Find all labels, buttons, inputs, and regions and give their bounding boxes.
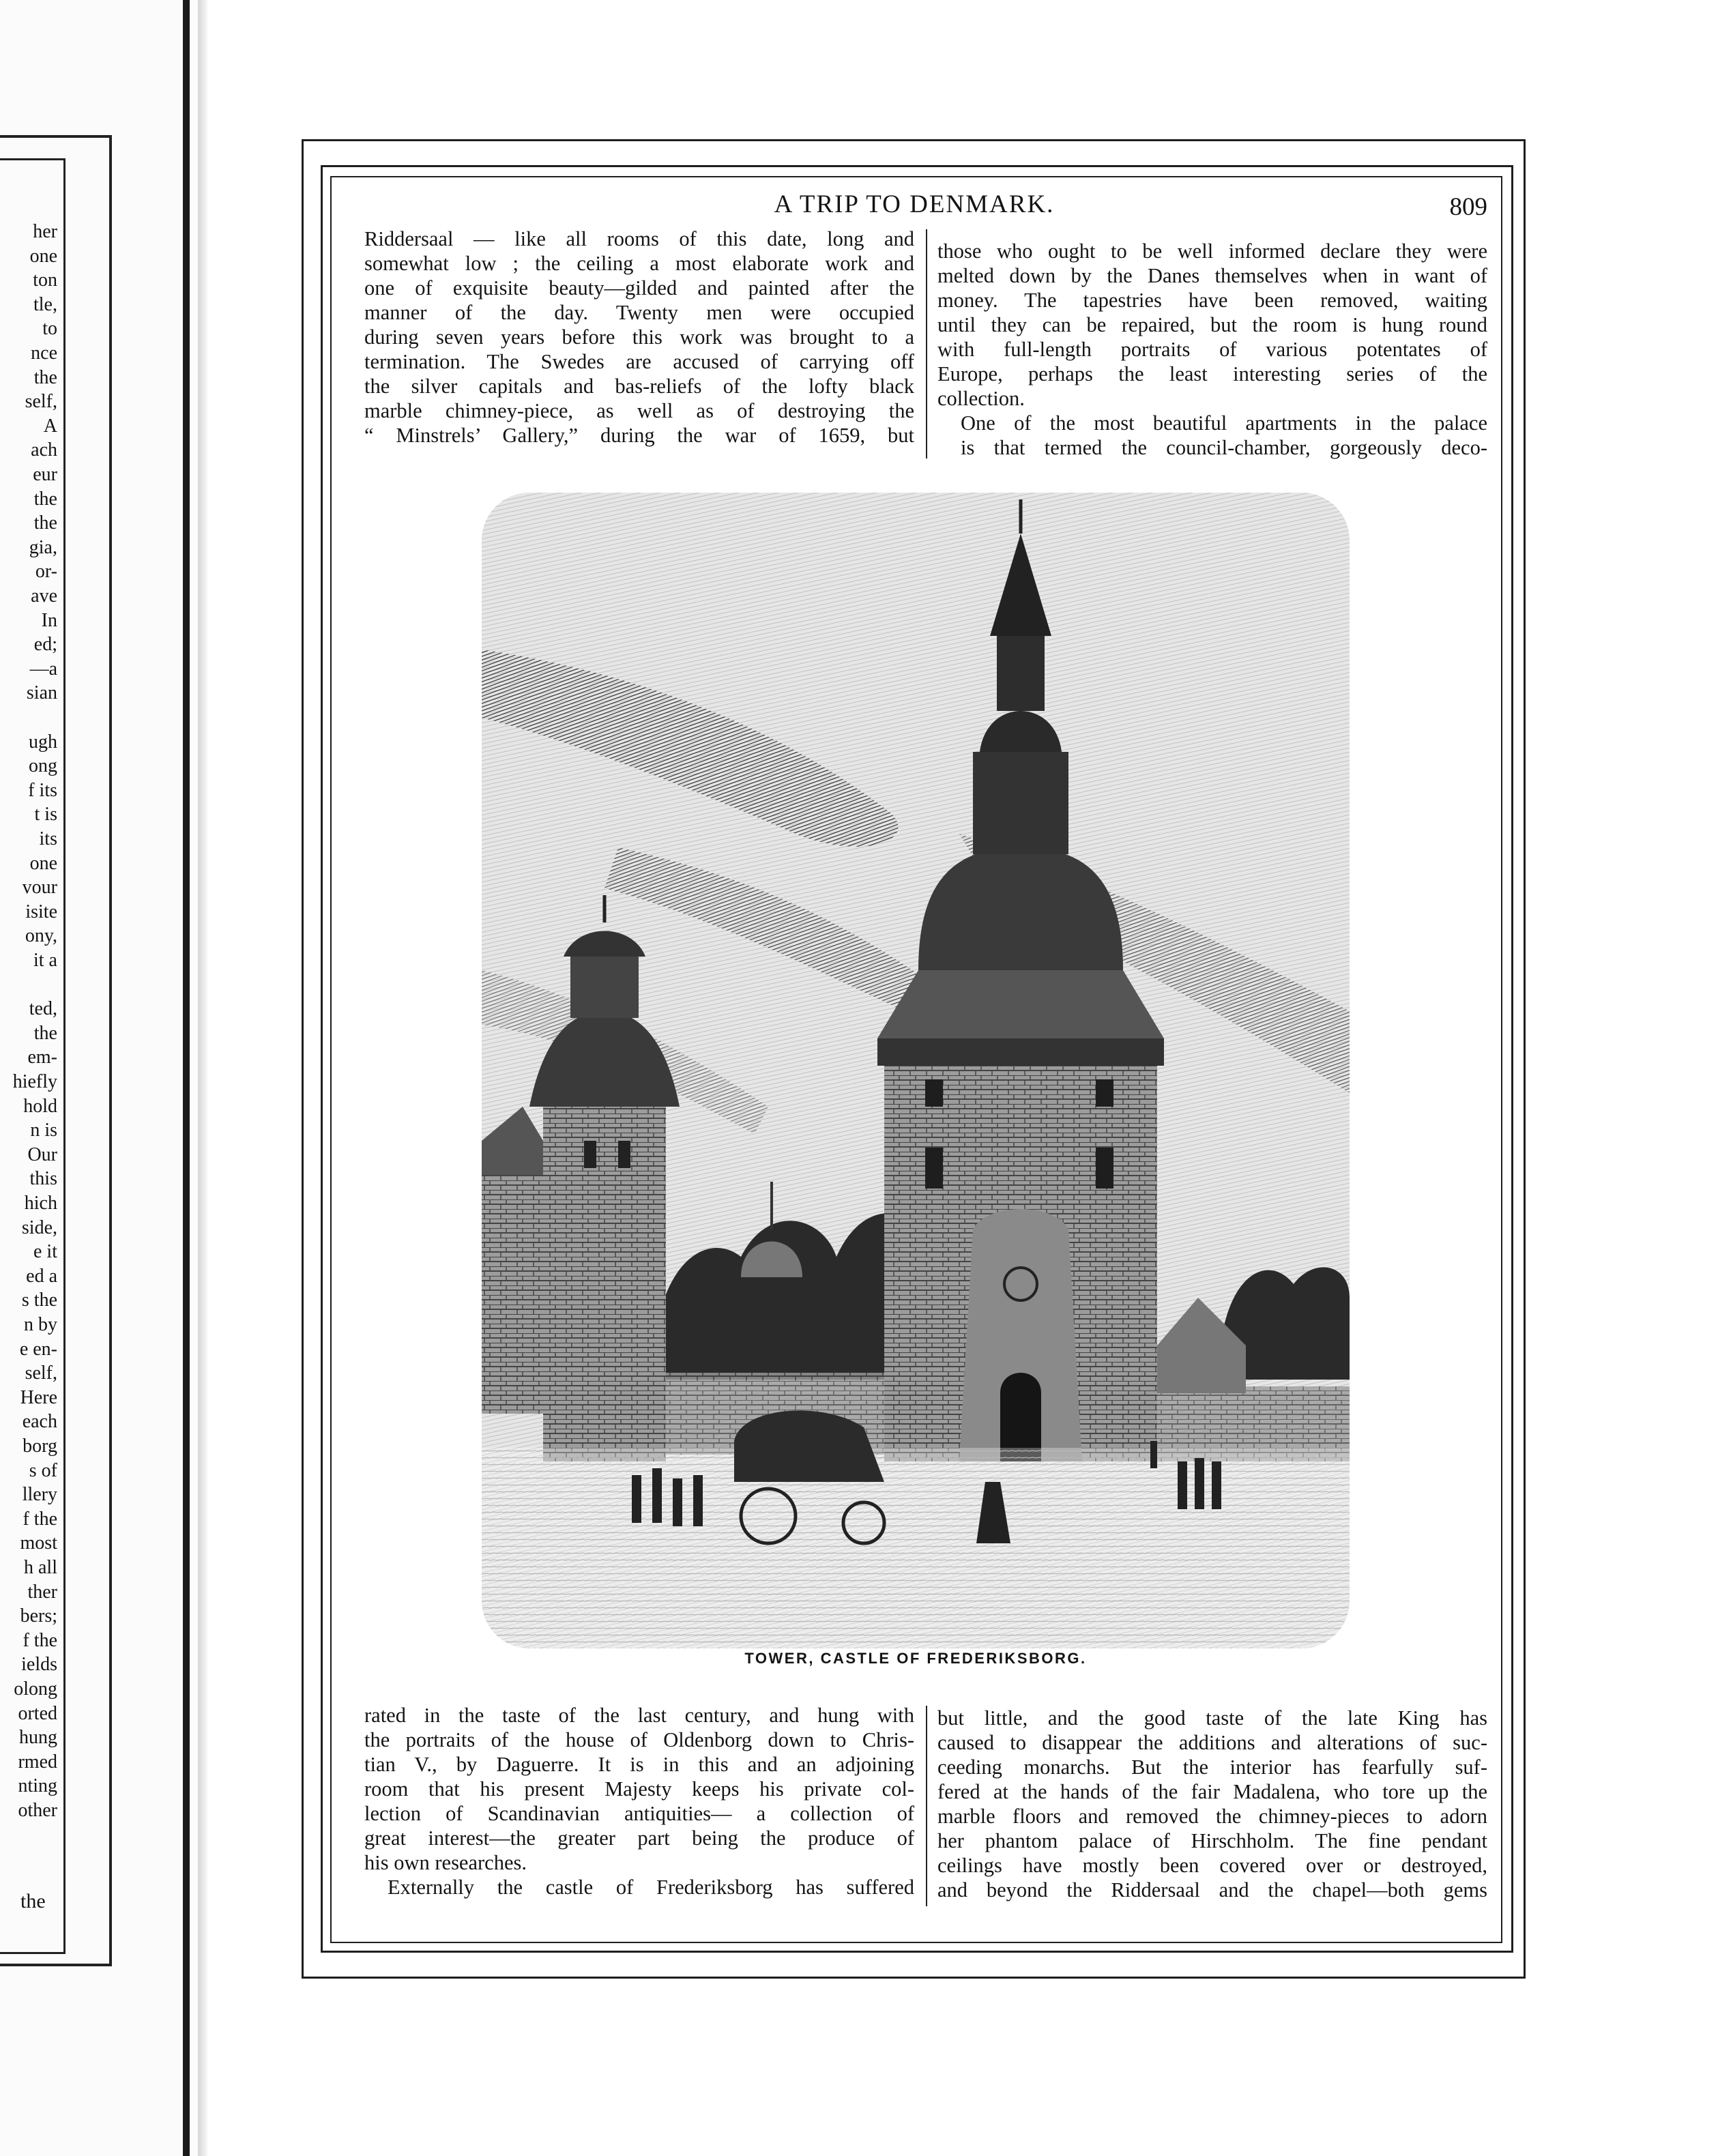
previous-page-fragment: h all: [24, 1557, 57, 1578]
previous-page-fragment: s of: [29, 1459, 57, 1481]
running-title: A TRIP TO DENMARK.: [774, 190, 1055, 218]
previous-page-fragment: Here: [20, 1386, 57, 1408]
upper-right-column: [937, 239, 1487, 460]
previous-page-fragment: eur: [33, 464, 57, 485]
binding-line: [183, 0, 190, 2156]
previous-page-fragment: or-: [35, 561, 57, 583]
text-line: Europe, perhaps the least interesting series of the: [937, 362, 1487, 385]
previous-page-fragment: ton: [33, 270, 57, 291]
previous-page-fragment: one: [29, 245, 57, 267]
previous-page-fragment: hiefly: [12, 1071, 57, 1092]
previous-page-fragment: ed;: [33, 634, 57, 656]
previous-page-fragment: n by: [24, 1314, 57, 1335]
previous-page-fragment: f the: [23, 1629, 57, 1651]
previous-page-fragment: tle,: [33, 293, 57, 315]
text-line: the silver capitals and bas-reliefs of the lofty black: [364, 375, 914, 398]
previous-page-fragment: vour: [22, 877, 57, 899]
previous-page: [0, 0, 198, 2156]
engraving-frederiksborg-tower: [482, 493, 1350, 1648]
previous-page-fragment: orted: [18, 1702, 57, 1724]
text-line: those who ought to be well informed declare they were: [937, 239, 1487, 263]
text-line: but little, and the good taste of the late King has: [937, 1706, 1487, 1730]
previous-page-fragment: ted,: [29, 998, 57, 1020]
lower-right-column: [937, 1706, 1487, 1902]
text-line: his own researches.: [364, 1851, 527, 1874]
column-rule-upper: [926, 229, 927, 458]
upper-right-paragraph-2: [937, 411, 1487, 460]
previous-page-fragment: hung: [19, 1727, 57, 1749]
previous-page-fragment: f the: [23, 1508, 57, 1530]
text-line: Riddersaal — like all rooms of this date, long and: [364, 227, 914, 250]
text-line: one of exquisite beauty—gilded and painted after the: [364, 276, 914, 300]
upper-left-paragraph: [364, 227, 914, 448]
previous-page-fragment: f its: [28, 779, 57, 801]
text-line: tian V., by Daguerre. It is in this and an adjoining: [364, 1753, 914, 1776]
previous-page-fragment: its: [39, 828, 57, 849]
text-line: is that termed the council-chamber, gorgeously deco-: [961, 436, 1487, 459]
previous-page-fragment: the: [33, 1022, 57, 1044]
text-line: somewhat low ; the ceiling a most elaborate work and: [364, 252, 914, 275]
text-line: great interest—the greater part being the produce of: [364, 1826, 914, 1850]
previous-page-fragment: s the: [21, 1290, 57, 1311]
previous-page-fragment: it a: [33, 950, 57, 971]
lower-left-paragraph-1: [364, 1703, 914, 1875]
previous-page-fragment: ields: [21, 1654, 57, 1676]
previous-page-fragment: self,: [25, 1363, 57, 1384]
text-line: with full-length portraits of various potentates of: [937, 338, 1487, 361]
previous-page-fragment: ugh: [29, 731, 57, 753]
text-line: “ Minstrels’ Gallery,” during the war of 1659, but: [364, 424, 914, 447]
upper-left-column: [364, 227, 914, 448]
text-line: marble floors and removed the chimney-pieces to adorn: [937, 1805, 1487, 1828]
text-line: manner of the day. Twenty men were occupied: [364, 301, 914, 324]
previous-page-fragment: gia,: [29, 536, 57, 558]
previous-page-fragment: ave: [31, 585, 57, 607]
previous-page-fragment: ther: [27, 1581, 57, 1603]
page-number: 809: [1449, 193, 1487, 221]
text-line: lection of Scandinavian antiquities— a collection of: [364, 1802, 914, 1825]
lower-left-column: [364, 1703, 914, 1899]
previous-page-fragment: t is: [34, 804, 57, 826]
previous-page-fragment: hold: [23, 1095, 57, 1117]
previous-page-fragment: em-: [27, 1047, 57, 1068]
previous-page-fragment: ony,: [25, 925, 57, 947]
illustration-caption: TOWER, CASTLE OF FREDERIKSBORG.: [744, 1650, 1087, 1667]
previous-page-fragment: llery: [22, 1484, 57, 1506]
column-rule-lower: [926, 1706, 927, 1906]
previous-page-fragment: the: [33, 488, 57, 510]
text-line: ceilings have mostly been covered over or destroyed,: [937, 1854, 1487, 1877]
previous-page-fragment: In: [41, 609, 57, 631]
text-line: and beyond the Riddersaal and the chapel—both gems: [937, 1878, 1487, 1902]
previous-page-fragment: each: [22, 1411, 57, 1433]
previous-page-fragment: bers;: [20, 1605, 57, 1627]
previous-page-fragment: self,: [25, 391, 57, 413]
text-line: Externally the castle of Frederiksborg has suffered: [388, 1876, 914, 1899]
previous-page-fragment: —a: [29, 658, 57, 680]
page-edge: [198, 0, 207, 2156]
previous-page-fragment: A: [43, 415, 57, 437]
previous-page-fragment: most: [20, 1532, 57, 1554]
upper-right-paragraph-1: [937, 239, 1487, 411]
previous-page-fragment: this: [29, 1168, 57, 1190]
previous-page-fragment: Our: [27, 1143, 57, 1165]
previous-page-fragment: isite: [25, 901, 57, 922]
previous-page-fragment: n is: [30, 1120, 57, 1141]
text-line: the portraits of the house of Oldenborg down to Chris-: [364, 1728, 914, 1751]
text-line: fered at the hands of the fair Madalena, who tore up the: [937, 1780, 1487, 1803]
previous-page-fragment: her: [33, 221, 57, 242]
lower-left-paragraph-2: [364, 1875, 914, 1899]
text-line: until they can be repaired, but the room is hung round: [937, 313, 1487, 336]
text-line: caused to disappear the additions and alterations of suc-: [937, 1731, 1487, 1754]
previous-page-fragment: the: [33, 512, 57, 534]
text-line: money. The tapestries have been removed, waiting: [937, 289, 1487, 312]
text-line: melted down by the Danes themselves when in want of: [937, 264, 1487, 287]
previous-page-fragment: ong: [29, 755, 57, 777]
previous-page-fragment: nting: [18, 1775, 57, 1797]
previous-page-fragment: other: [18, 1800, 57, 1821]
text-line: ceeding monarchs. But the interior has fearfully suf-: [937, 1756, 1487, 1779]
previous-page-fragment: ed a: [26, 1265, 57, 1287]
previous-page-fragment: the: [33, 366, 57, 388]
previous-page-fragment: sian: [26, 682, 57, 704]
previous-page-fragment: to: [42, 318, 57, 340]
previous-page-fragment: e it: [33, 1241, 57, 1263]
text-line: One of the most beautiful apartments in the palace: [961, 411, 1487, 435]
previous-page-fragment: e en-: [19, 1338, 57, 1360]
previous-page-fragment: olong: [14, 1678, 57, 1700]
previous-page-fragment: hich: [24, 1193, 57, 1214]
text-line: marble chimney-piece, as well as of destroying the: [364, 399, 914, 422]
text-line: rated in the taste of the last century, and hung with: [364, 1704, 914, 1727]
text-line: her phantom palace of Hirschholm. The fine pendant: [937, 1829, 1487, 1852]
previous-page-tail: the: [20, 1890, 46, 1912]
text-line: room that his present Majesty keeps his private col-: [364, 1777, 914, 1801]
previous-page-fragment: rmed: [18, 1751, 57, 1773]
text-line: collection.: [937, 387, 1025, 410]
previous-page-fragment: nce: [31, 343, 57, 364]
previous-page-fragment: borg: [23, 1436, 57, 1457]
previous-page-fragment: one: [29, 852, 57, 874]
previous-page-fragment: ach: [31, 439, 57, 461]
text-line: during seven years before this work was brought to a: [364, 325, 914, 349]
previous-page-fragment: side,: [21, 1217, 57, 1238]
text-line: termination. The Swedes are accused of carrying off: [364, 350, 914, 373]
lower-right-paragraph: [937, 1706, 1487, 1902]
